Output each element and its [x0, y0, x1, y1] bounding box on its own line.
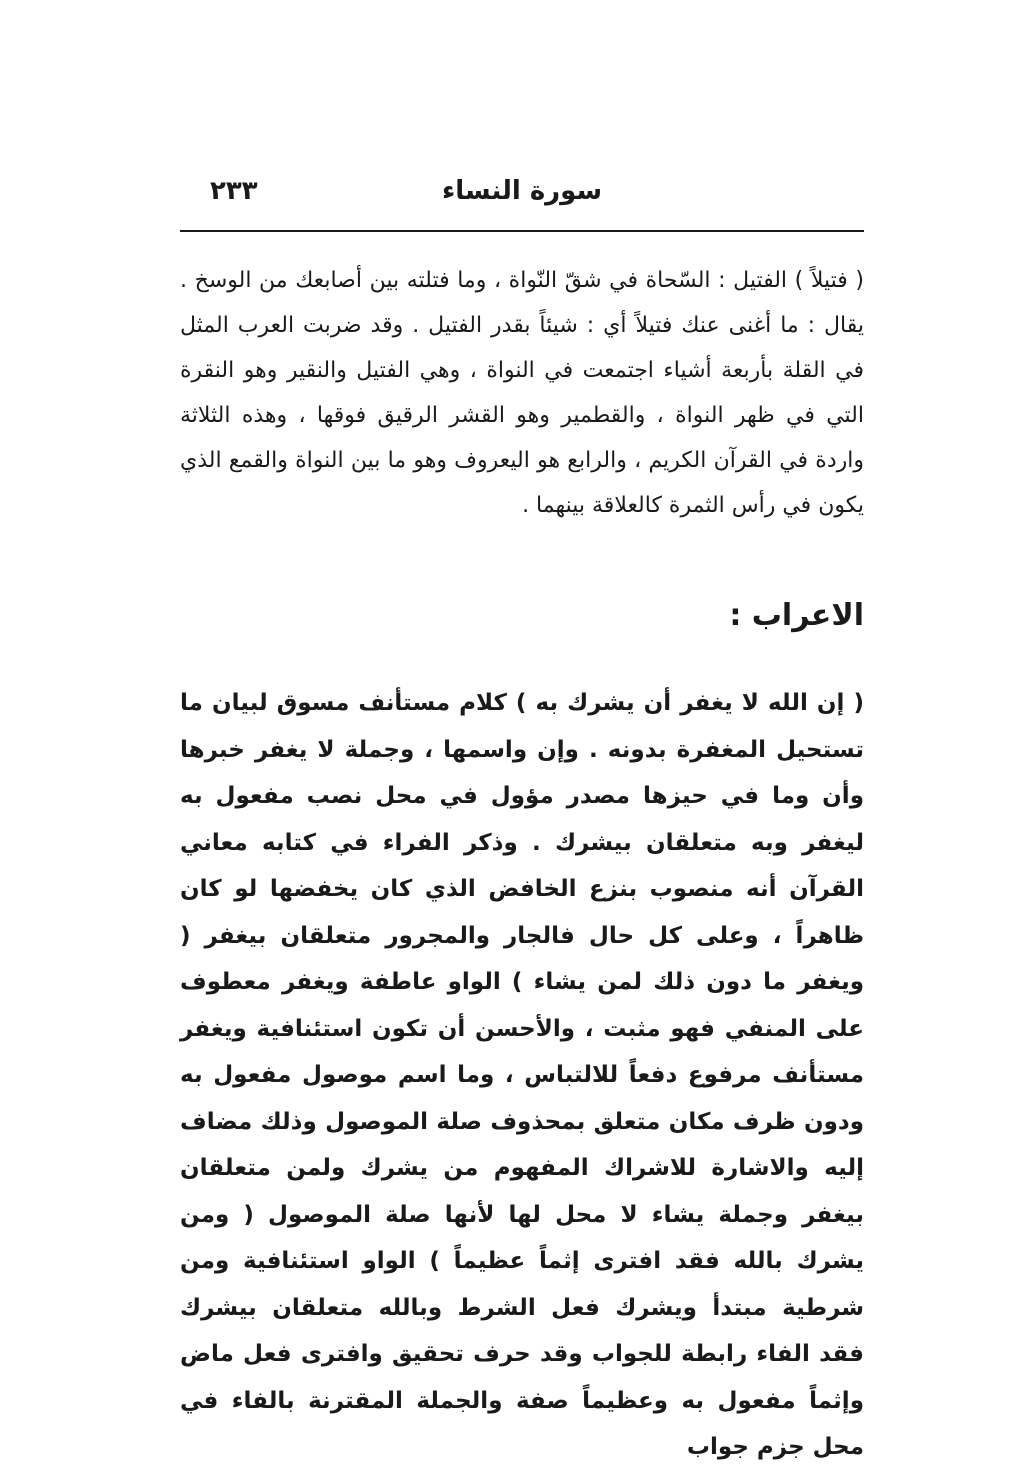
page-number: ٢٣٣: [210, 176, 258, 206]
section-heading-irab: الاعراب :: [729, 598, 864, 633]
irab-paragraph: ( إن الله لا يغفر أن يشرك به ) كلام مستأنف مسوق لبيان ما تستحيل المغفرة بدونه . وإن واسمها ، وجملة لا يغفر خبرها وأن وما في حيزها مصدر مؤول في محل نصب مفعول به ليغفر وبه متعلقان بيشرك . وذكر الفراء في كتابه معاني القرآن أنه منصوب بنزع الخافض الذي كان يخفضها لو كان ظاهراً ، وعلى كل حال فالجار والمجرور متعلقان بيغفر ( ويغفر ما دون ذلك لمن يشاء ) الواو عاطفة ويغفر معطوف على المنفي فهو مثبت ، والأحسن أن تكون استئنافية ويغفر مستأنف مرفوع دفعاً للالتباس ، وما اسم موصول مفعول به ودون ظرف مكان متعلق بمحذوف صلة الموصول وذلك مضاف إليه والاشارة للاشراك المفهوم من يشرك ولمن متعلقان بيغفر وجملة يشاء لا محل لها لأنها صلة الموصول ( ومن يشرك بالله فقد افترى إثماً عظيماً ) الواو استئنافية ومن شرطية مبتدأ ويشرك فعل الشرط وبالله متعلقان بيشرك فقد الفاء رابطة للجواب وقد حرف تحقيق وافترى فعل ماض وإثماً مفعول به وعظيماً صفة والجملة المقترنة بالفاء في محل جزم جواب: [180, 690, 864, 1460]
glossary-paragraph: ( فتيلاً ) الفتيل : السّحاة في شقّ النّواة ، وما فتلته بين أصابعك من الوسخ . يقال : ما أغنى عنك فتيلاً أي : شيئاً بقدر الفتيل . وقد ضربت العرب المثل في القلة بأربعة أشياء اجتمعت في النواة ، وهي الفتيل والنقير وهو النقرة التي في ظهر النواة ، والقطمير وهو القشر الرقيق فوقها ، وهذه الثلاثة واردة في القرآن الكريم ، والرابع هو اليعروف وهو ما بين النواة والقمع الذي يكون في رأس الثمرة كالعلاقة بينهما .: [180, 268, 864, 518]
page-header: [180, 176, 864, 228]
surah-title: سورة النساء: [441, 176, 603, 206]
header-divider: [180, 230, 864, 232]
